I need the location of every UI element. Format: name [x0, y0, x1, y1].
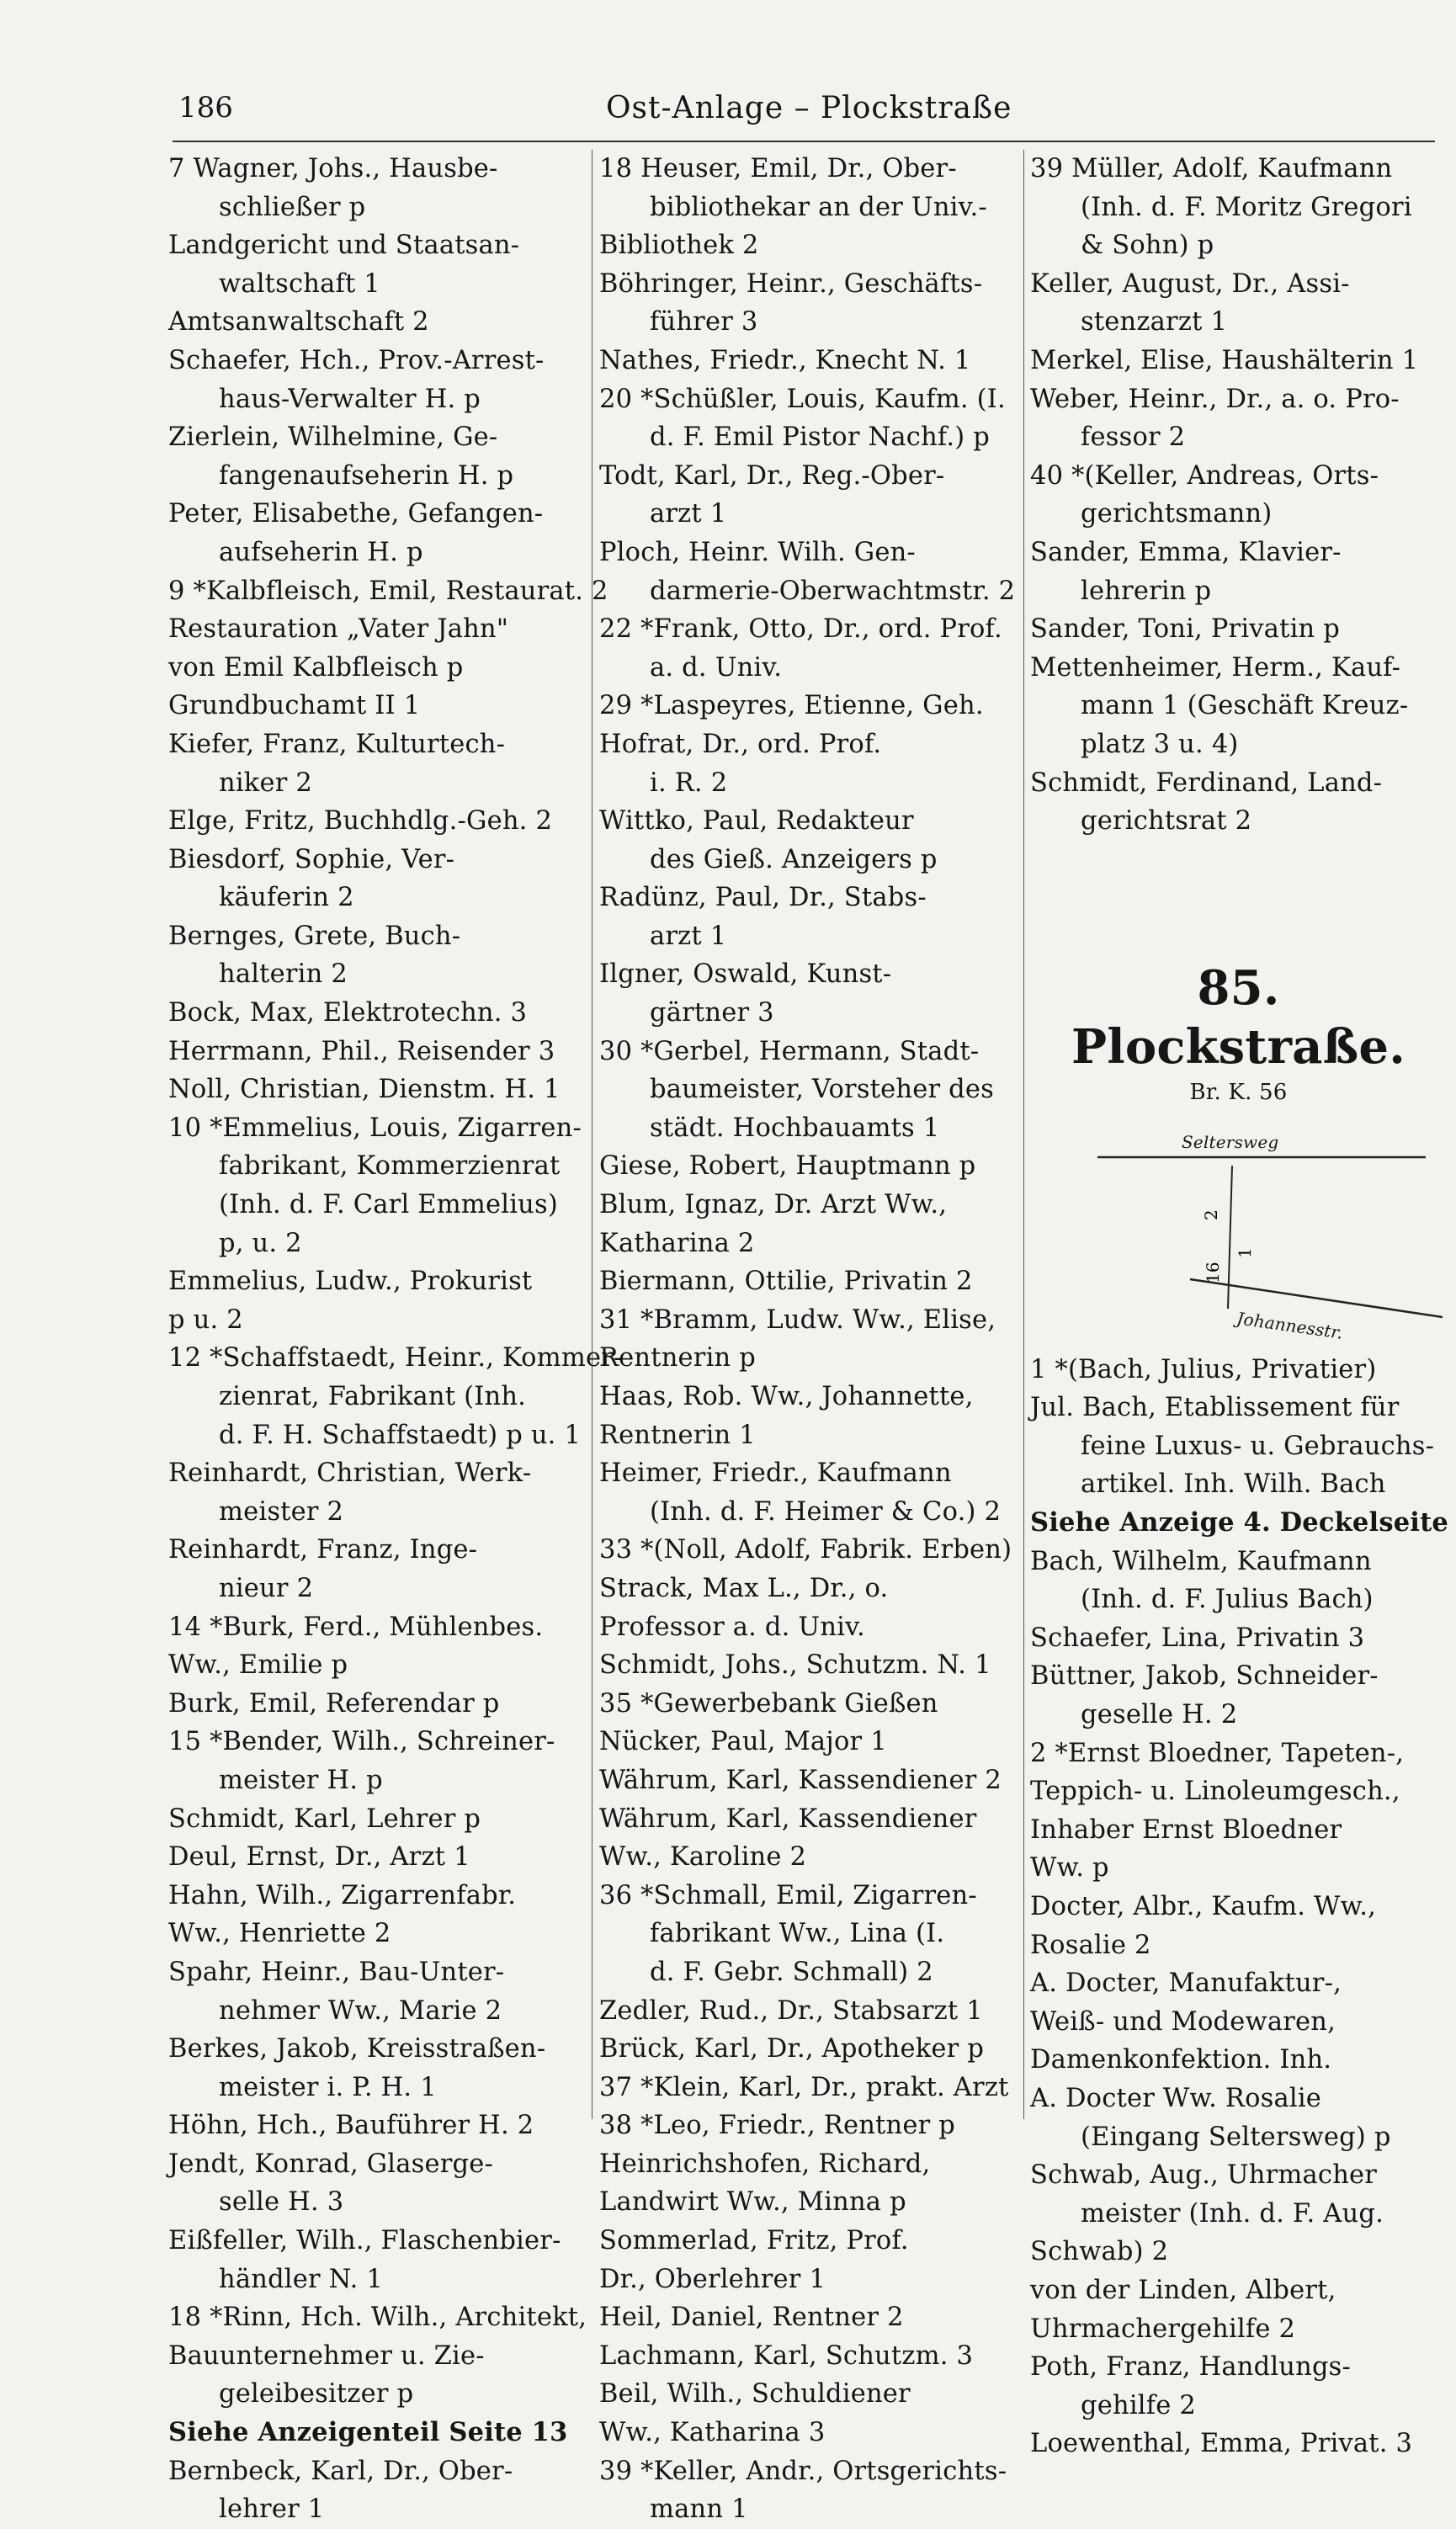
directory-line: Hofrat, Dr., ord. Prof.: [599, 729, 882, 759]
directory-line: Biesdorf, Sophie, Ver-: [168, 844, 455, 874]
directory-line: meister (Inh. d. F. Aug.: [1081, 2198, 1384, 2229]
directory-line: fabrikant Ww., Lina (I.: [650, 1919, 945, 1949]
directory-line: 10 *Emmelius, Louis, Zigarren-: [168, 1113, 582, 1143]
directory-line: (Inh. d. F. Moritz Gregori: [1081, 192, 1412, 222]
directory-line: nehmer Ww., Marie 2: [219, 1995, 502, 2026]
directory-line: 29 *Laspeyres, Etienne, Geh.: [599, 691, 984, 721]
directory-line: Schmidt, Johs., Schutzm. N. 1: [599, 1650, 991, 1681]
directory-line: Landgericht und Staatsan-: [168, 231, 520, 261]
directory-line: Herrmann, Phil., Reisender 3: [168, 1036, 555, 1066]
directory-line: 36 *Schmall, Emil, Zigarren-: [599, 1880, 977, 1910]
directory-line: (Inh. d. F. Heimer & Co.) 2: [650, 1496, 1002, 1527]
directory-line: selle H. 3: [219, 2187, 344, 2218]
directory-line: feine Luxus- u. Gebrauchs-: [1081, 1431, 1435, 1461]
directory-line: Biermann, Ottilie, Privatin 2: [599, 1267, 973, 1297]
plot-line: [1228, 1166, 1232, 1309]
directory-line: Schaefer, Lina, Privatin 3: [1030, 1623, 1365, 1653]
directory-line: 9 *Kalbfleisch, Emil, Restaurat. 2: [168, 576, 608, 606]
directory-line: Jul. Bach, Etablissement für: [1030, 1393, 1400, 1423]
section-title: 85. Plockstraße.: [1071, 959, 1406, 1075]
directory-line: Burk, Emil, Referendar p: [168, 1688, 500, 1719]
directory-line: Schmidt, Ferdinand, Land-: [1030, 768, 1383, 798]
directory-line: geleibesitzer p: [219, 2379, 414, 2409]
header-rule: [173, 141, 1435, 142]
directory-line: Ww. p: [1030, 1853, 1109, 1883]
directory-line: lehrerin p: [1081, 576, 1212, 606]
directory-line: Weiß- und Modewaren,: [1030, 2006, 1336, 2037]
directory-line: gerichtsrat 2: [1081, 806, 1252, 837]
directory-line: Nücker, Paul, Major 1: [599, 1727, 887, 1757]
directory-line: niker 2: [219, 768, 313, 798]
directory-line: lehrer 1: [219, 2494, 325, 2525]
directory-line: artikel. Inh. Wilh. Bach: [1081, 1469, 1386, 1500]
directory-line: Elge, Fritz, Buchhdlg.-Geh. 2: [168, 806, 553, 837]
directory-line: gärtner 3: [650, 998, 774, 1028]
directory-line: 33 *(Noll, Adolf, Fabrik. Erben): [599, 1535, 1012, 1565]
directory-line: Berkes, Jakob, Kreisstraßen-: [168, 2034, 546, 2064]
directory-line: Weber, Heinr., Dr., a. o. Pro-: [1030, 384, 1400, 414]
directory-line: Dr., Oberlehrer 1: [599, 2264, 826, 2294]
directory-line: platz 3 u. 4): [1081, 729, 1239, 759]
directory-line: 37 *Klein, Karl, Dr., prakt. Arzt: [599, 2072, 1009, 2102]
directory-line: A. Docter, Manufaktur-,: [1030, 1968, 1342, 1999]
directory-line: p u. 2: [168, 1304, 243, 1335]
directory-line: d. F. Emil Pistor Nachf.) p: [650, 422, 990, 453]
directory-line: Giese, Robert, Hauptmann p: [599, 1151, 976, 1182]
street-map: [1039, 1115, 1443, 1342]
directory-line: Schaefer, Hch., Prov.-Arrest-: [168, 345, 545, 375]
directory-line: 15 *Bender, Wilh., Schreiner-: [168, 1727, 555, 1757]
directory-line: Mettenheimer, Herm., Kauf-: [1030, 652, 1401, 683]
directory-line: käuferin 2: [219, 883, 354, 913]
directory-line: 39 *Keller, Andr., Ortsgerichts-: [599, 2456, 1007, 2486]
directory-line: A. Docter Ww. Rosalie: [1030, 2083, 1322, 2113]
directory-line: Katharina 2: [599, 1228, 755, 1258]
directory-line: (Inh. d. F. Carl Emmelius): [219, 1190, 558, 1220]
directory-line: aufseherin H. p: [219, 537, 423, 567]
directory-line: Bock, Max, Elektrotechn. 3: [168, 998, 528, 1028]
directory-line: Schwab) 2: [1030, 2237, 1169, 2267]
directory-line: Ww., Karoline 2: [599, 1842, 807, 1873]
directory-line: Bernges, Grete, Buch-: [168, 921, 461, 951]
directory-line: waltschaft 1: [219, 268, 380, 299]
directory-line: 40 *(Keller, Andreas, Orts-: [1030, 460, 1379, 491]
directory-line: stenzarzt 1: [1081, 307, 1228, 337]
directory-line: Uhrmachergehilfe 2: [1030, 2314, 1296, 2344]
directory-line: Blum, Ignaz, Dr. Arzt Ww.,: [599, 1190, 948, 1220]
directory-line: 2 *Ernst Bloedner, Tapeten-,: [1030, 1738, 1405, 1768]
directory-line: Deul, Ernst, Dr., Arzt 1: [168, 1842, 470, 1873]
directory-line: Büttner, Jakob, Schneider-: [1030, 1661, 1379, 1692]
section-subtitle: Br. K. 56: [1189, 1079, 1288, 1105]
directory-line: 35 *Gewerbebank Gießen: [599, 1688, 938, 1719]
directory-line: Noll, Christian, Dienstm. H. 1: [168, 1075, 561, 1105]
directory-line: Haas, Rob. Ww., Johannette,: [599, 1382, 974, 1411]
directory-line: halterin 2: [219, 959, 348, 990]
directory-line: Teppich- u. Linoleumgesch.,: [1030, 1777, 1400, 1807]
directory-line: Bibliothek 2: [599, 231, 759, 261]
directory-line: Lachmann, Karl, Schutzm. 3: [599, 2340, 974, 2371]
directory-line: Ploch, Heinr. Wilh. Gen-: [599, 537, 916, 567]
directory-line: Schwab, Aug., Uhrmacher: [1030, 2160, 1378, 2191]
directory-line: führer 3: [650, 307, 758, 337]
directory-line: händler N. 1: [219, 2264, 384, 2294]
directory-line: fabrikant, Kommerzienrat: [219, 1151, 561, 1182]
directory-line: gerichtsmann): [1081, 499, 1273, 529]
column-rule-2: [1023, 150, 1024, 2119]
directory-line: haus-Verwalter H. p: [219, 384, 481, 414]
directory-line: des Gieß. Anzeigers p: [650, 844, 938, 874]
directory-line: mann 1: [650, 2494, 748, 2525]
directory-line: Währum, Karl, Kassendiener 2: [599, 1765, 1002, 1795]
directory-line: Ww., Emilie p: [168, 1650, 348, 1681]
directory-line: Rentnerin p: [599, 1343, 757, 1373]
directory-line: Grundbuchamt II 1: [168, 691, 421, 721]
directory-line: bibliothekar an der Univ.-: [650, 192, 987, 222]
directory-line: Sander, Toni, Privatin p: [1030, 614, 1340, 645]
map-label-johannesstr: Johannesstr.: [1235, 1307, 1345, 1343]
directory-line: Bach, Wilhelm, Kaufmann: [1030, 1546, 1372, 1576]
column-2: [599, 150, 1020, 2529]
directory-line: Loewenthal, Emma, Privat. 3: [1030, 2429, 1413, 2459]
directory-line: Bauunternehmer u. Zie-: [168, 2340, 485, 2371]
directory-line: Sander, Emma, Klavier-: [1030, 537, 1342, 567]
directory-line: von Emil Kalbfleisch p: [168, 652, 464, 683]
directory-line: Reinhardt, Christian, Werk-: [168, 1458, 532, 1489]
directory-line: darmerie-Oberwachtmstr. 2: [650, 576, 1016, 606]
map-number-1: 1: [1235, 1246, 1255, 1258]
directory-line: Jendt, Konrad, Glaserge-: [168, 2149, 494, 2179]
directory-line: 39 Müller, Adolf, Kaufmann: [1030, 154, 1393, 183]
directory-line: Amtsanwaltschaft 2: [168, 307, 429, 337]
directory-line: schließer p: [219, 192, 366, 222]
directory-line: Todt, Karl, Dr., Reg.-Ober-: [599, 460, 945, 491]
directory-line: Spahr, Heinr., Bau-Unter-: [168, 1957, 505, 1987]
directory-line: 12 *Schaffstaedt, Heinr., Kommer-: [168, 1343, 623, 1373]
directory-line: & Sohn) p: [1081, 231, 1214, 261]
directory-line: Professor a. d. Univ.: [599, 1612, 865, 1642]
directory-line: Hahn, Wilh., Zigarrenfabr.: [168, 1880, 517, 1910]
directory-line: Heimer, Friedr., Kaufmann: [599, 1458, 952, 1489]
directory-line: 14 *Burk, Ferd., Mühlenbes.: [168, 1612, 544, 1642]
map-number-16: 16: [1203, 1261, 1223, 1283]
directory-line: zienrat, Fabrikant (Inh.: [219, 1382, 527, 1411]
directory-line: fangenaufseherin H. p: [219, 460, 514, 491]
directory-line: Damenkonfektion. Inh.: [1030, 2045, 1332, 2075]
directory-line: Sommerlad, Fritz, Prof.: [599, 2226, 909, 2256]
directory-line: a. d. Univ.: [650, 652, 783, 683]
directory-line: Radünz, Paul, Dr., Stabs-: [599, 883, 927, 913]
directory-line: 22 *Frank, Otto, Dr., ord. Prof.: [599, 614, 1002, 645]
directory-line: 20 *Schüßler, Louis, Kaufm. (I.: [599, 384, 1006, 414]
directory-line: Poth, Franz, Handlungs-: [1030, 2352, 1352, 2383]
directory-line: Peter, Elisabethe, Gefangen-: [168, 499, 544, 529]
directory-line: Kiefer, Franz, Kulturtech-: [168, 729, 506, 759]
directory-line: Brück, Karl, Dr., Apotheker p: [599, 2034, 985, 2064]
directory-line: Strack, Max L., Dr., o.: [599, 1573, 889, 1603]
directory-line: Ilgner, Oswald, Kunst-: [599, 959, 892, 990]
directory-line: städt. Hochbauamts 1: [650, 1113, 940, 1143]
directory-line: Heinrichshofen, Richard,: [599, 2149, 931, 2179]
directory-line: Siehe Anzeigenteil Seite 13: [168, 2417, 568, 2448]
directory-line: (Inh. d. F. Julius Bach): [1081, 1585, 1374, 1615]
directory-line: arzt 1: [650, 499, 727, 529]
directory-line: 18 Heuser, Emil, Dr., Ober-: [599, 154, 957, 183]
directory-line: Währum, Karl, Kassendiener: [599, 1804, 977, 1834]
directory-line: meister 2: [219, 1496, 344, 1527]
directory-line: Docter, Albr., Kaufm. Ww.,: [1030, 1892, 1377, 1921]
directory-line: Keller, August, Dr., Assi-: [1030, 268, 1350, 299]
directory-line: Emmelius, Ludw., Prokurist: [168, 1267, 533, 1297]
directory-line: 38 *Leo, Friedr., Rentner p: [599, 2111, 956, 2141]
directory-line: 7 Wagner, Johs., Hausbe-: [168, 154, 498, 183]
directory-line: Höhn, Hch., Bauführer H. 2: [168, 2111, 534, 2141]
directory-line: Rentnerin 1: [599, 1420, 756, 1450]
directory-line: d. F. Gebr. Schmall) 2: [650, 1957, 933, 1987]
directory-line: Inhaber Ernst Bloedner: [1030, 1814, 1342, 1845]
directory-line: Merkel, Elise, Haushälterin 1: [1030, 345, 1419, 375]
directory-line: Nathes, Friedr., Knecht N. 1: [599, 345, 971, 375]
directory-line: fessor 2: [1081, 422, 1186, 453]
directory-line: Heil, Daniel, Rentner 2: [599, 2303, 904, 2333]
directory-line: Rosalie 2: [1030, 1930, 1151, 1960]
column-3: [1030, 150, 1447, 2463]
directory-line: Ww., Henriette 2: [168, 1919, 391, 1949]
directory-line: Siehe Anzeige 4. Deckelseite: [1030, 1507, 1448, 1538]
directory-line: Eißfeller, Wilh., Flaschenbier-: [168, 2226, 561, 2256]
directory-line: Landwirt Ww., Minna p: [599, 2187, 906, 2218]
directory-line: arzt 1: [650, 921, 727, 951]
directory-line: i. R. 2: [650, 768, 728, 798]
directory-line: d. F. H. Schaffstaedt) p u. 1: [219, 1420, 582, 1450]
directory-line: Bernbeck, Karl, Dr., Ober-: [168, 2456, 513, 2486]
directory-line: (Eingang Seltersweg) p: [1081, 2122, 1391, 2152]
directory-line: Reinhardt, Franz, Inge-: [168, 1535, 478, 1565]
directory-line: Böhringer, Heinr., Geschäfts-: [599, 268, 983, 299]
directory-line: baumeister, Vorsteher des: [650, 1075, 994, 1105]
column-1: [168, 150, 623, 2529]
page-number: 186: [178, 91, 233, 125]
directory-line: Ww., Katharina 3: [599, 2418, 826, 2448]
directory-line: p, u. 2: [219, 1228, 302, 1258]
directory-line: von der Linden, Albert,: [1030, 2275, 1336, 2305]
directory-line: 30 *Gerbel, Hermann, Stadt-: [599, 1036, 980, 1066]
directory-line: meister H. p: [219, 1765, 383, 1795]
directory-line: geselle H. 2: [1081, 1700, 1238, 1730]
directory-line: Restauration „Vater Jahn": [168, 614, 509, 645]
directory-line: mann 1 (Geschäft Kreuz-: [1081, 691, 1409, 721]
directory-line: 18 *Rinn, Hch. Wilh., Architekt,: [168, 2303, 587, 2333]
map-label-seltersweg: Seltersweg: [1182, 1131, 1279, 1152]
directory-line: 1 *(Bach, Julius, Privatier): [1030, 1354, 1377, 1384]
directory-line: gehilfe 2: [1081, 2390, 1196, 2420]
directory-line: meister i. P. H. 1: [219, 2072, 437, 2102]
directory-line: nieur 2: [219, 1573, 314, 1603]
directory-line: 31 *Bramm, Ludw. Ww., Elise,: [599, 1304, 996, 1335]
map-number-2: 2: [1201, 1209, 1221, 1220]
running-title: Ost-Anlage – Plockstraße: [606, 91, 1012, 125]
directory-line: Zierlein, Wilhelmine, Ge-: [168, 422, 498, 453]
directory-line: Schmidt, Karl, Lehrer p: [168, 1804, 481, 1834]
directory-line: Wittko, Paul, Redakteur: [599, 806, 914, 837]
directory-line: Beil, Wilh., Schuldiener: [599, 2379, 911, 2409]
directory-line: Zedler, Rud., Dr., Stabsarzt 1: [599, 1995, 983, 2026]
